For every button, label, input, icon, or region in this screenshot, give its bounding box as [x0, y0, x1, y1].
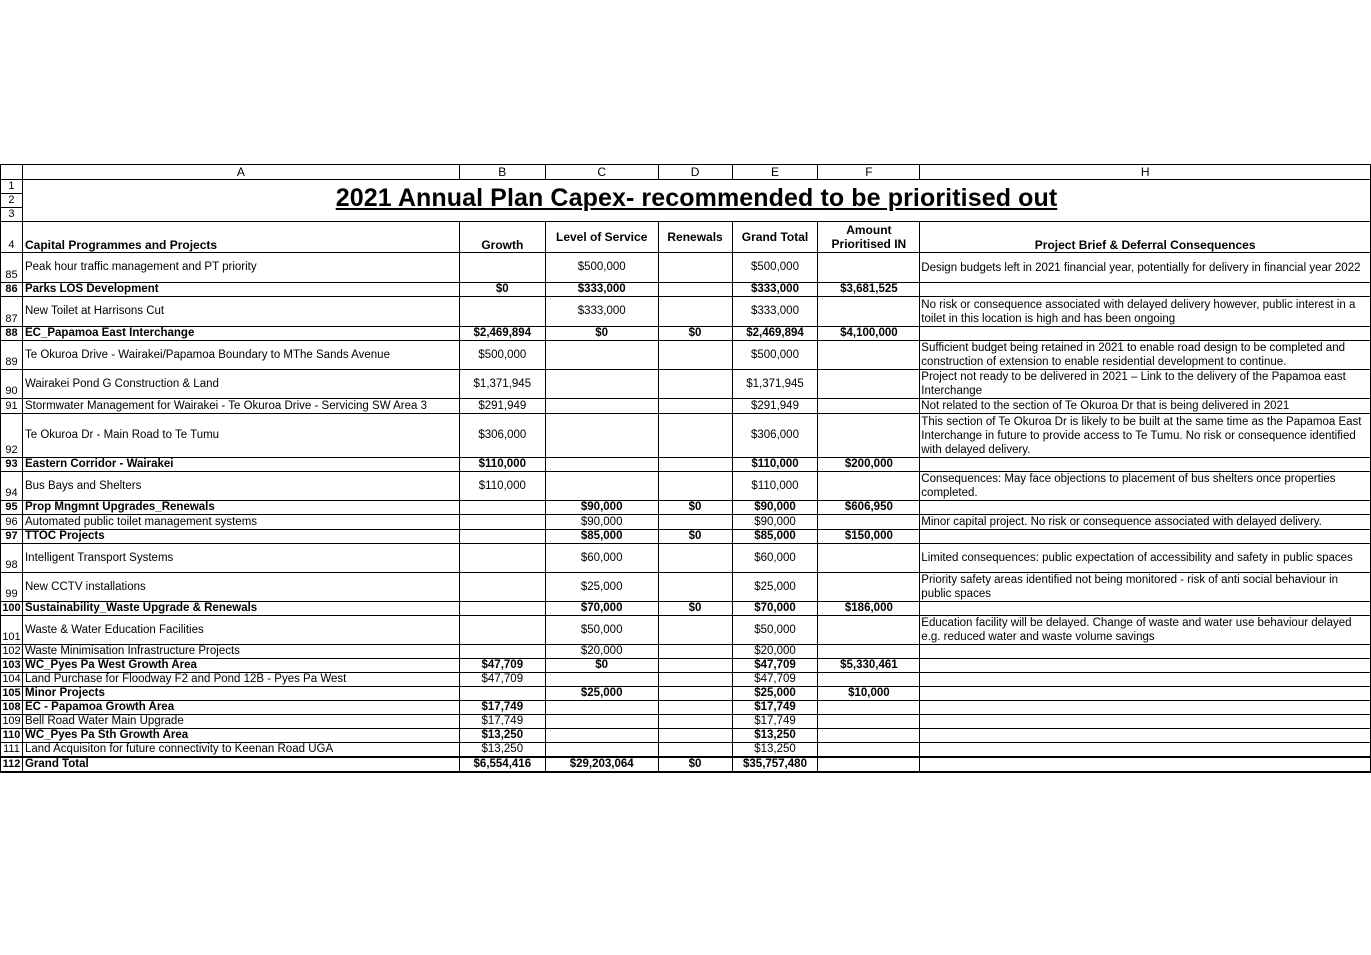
row-number[interactable]: 112 — [1, 757, 23, 772]
grand-total-cell[interactable]: $60,000 — [732, 544, 818, 573]
renewals-cell[interactable] — [658, 645, 732, 659]
row-number[interactable]: 97 — [1, 530, 23, 544]
table-row — [1, 659, 1371, 673]
project-name-cell[interactable]: New Toilet at Harrisons Cut — [22, 297, 459, 327]
renewals-cell[interactable]: $0 — [658, 530, 732, 544]
header-level-of-service[interactable]: Level of Service — [545, 222, 658, 253]
table-row — [1, 673, 1371, 687]
grand-total-cell[interactable]: $333,000 — [732, 283, 818, 297]
amount-prioritised-in-cell[interactable] — [818, 701, 920, 715]
renewals-cell[interactable]: $0 — [658, 757, 732, 772]
amount-prioritised-in-cell[interactable]: $150,000 — [818, 530, 920, 544]
row-number[interactable]: 105 — [2, 687, 21, 699]
growth-cell[interactable] — [459, 602, 545, 616]
renewals-cell[interactable] — [658, 414, 732, 458]
growth-cell[interactable]: $13,250 — [459, 743, 545, 758]
renewals-cell[interactable] — [658, 472, 732, 501]
table-row — [1, 743, 1371, 758]
renewals-cell[interactable] — [658, 573, 732, 602]
row-number[interactable]: 3 — [1, 208, 23, 222]
growth-cell[interactable] — [459, 297, 545, 327]
table-row — [1, 645, 1371, 659]
column-header-row — [1, 165, 1371, 180]
level-of-service-cell[interactable] — [545, 414, 658, 458]
table-row — [1, 616, 1371, 645]
table-row — [1, 283, 1371, 297]
growth-cell[interactable]: $306,000 — [459, 414, 545, 458]
title-row — [1, 180, 1371, 194]
grand-total-cell[interactable]: $47,709 — [732, 659, 818, 673]
level-of-service-cell[interactable] — [545, 729, 658, 743]
amount-prioritised-in-cell[interactable] — [818, 515, 920, 530]
header-growth[interactable]: Growth — [459, 222, 545, 253]
renewals-cell[interactable] — [658, 297, 732, 327]
growth-cell[interactable]: $47,709 — [459, 673, 545, 687]
column-header-f[interactable]: F — [818, 165, 920, 180]
growth-cell[interactable]: $110,000 — [459, 458, 545, 472]
amount-prioritised-in-cell[interactable] — [818, 253, 920, 283]
grand-total-cell[interactable]: $70,000 — [732, 602, 818, 616]
amount-prioritised-in-cell[interactable] — [818, 544, 920, 573]
amount-prioritised-in-cell[interactable]: $3,681,525 — [818, 283, 920, 297]
project-brief-cell[interactable]: Not related to the section of Te Okuroa Dr that is being delivered in 2021 — [920, 399, 1371, 414]
project-brief-cell[interactable]: Limited consequences: public expectation of accessibility and safety in public spaces — [920, 544, 1371, 573]
table-row — [1, 341, 1371, 370]
project-name-cell[interactable]: Bus Bays and Shelters — [22, 472, 459, 501]
grand-total-cell[interactable]: $50,000 — [732, 616, 818, 645]
grand-total-row — [1, 757, 1371, 772]
amount-prioritised-in-cell[interactable]: $10,000 — [818, 687, 920, 701]
project-brief-cell[interactable] — [920, 673, 1371, 687]
corner-cell[interactable] — [1, 165, 23, 180]
grand-total-cell[interactable]: $25,000 — [732, 687, 818, 701]
amount-prioritised-in-cell[interactable]: $186,000 — [818, 602, 920, 616]
renewals-cell[interactable] — [658, 458, 732, 472]
level-of-service-cell[interactable] — [545, 458, 658, 472]
table-row — [1, 573, 1371, 602]
growth-cell[interactable] — [459, 253, 545, 283]
grand-total-cell[interactable]: $17,749 — [732, 701, 818, 715]
project-brief-cell[interactable] — [920, 530, 1371, 544]
project-name-cell[interactable]: Intelligent Transport Systems — [22, 544, 459, 573]
row-number[interactable]: 104 — [2, 673, 21, 685]
project-brief-cell[interactable]: This section of Te Okuroa Dr is likely to be built at the same time as the Papamoa East Interchange in future to provide access to Te Tumu. No risk or consequence identified with delayed delivery. — [920, 414, 1371, 458]
project-name-cell[interactable]: Stormwater Management for Wairakei - Te Okuroa Drive - Servicing SW Area 3 — [22, 399, 459, 414]
project-name-cell[interactable]: EC_Papamoa East Interchange — [22, 327, 459, 341]
project-brief-cell[interactable] — [920, 645, 1371, 659]
header-grand-total[interactable]: Grand Total — [732, 222, 818, 253]
grand-total-cell[interactable]: $110,000 — [732, 472, 818, 501]
amount-prioritised-in-cell[interactable] — [818, 743, 920, 758]
level-of-service-cell[interactable]: $333,000 — [545, 297, 658, 327]
renewals-cell[interactable] — [658, 515, 732, 530]
growth-cell[interactable]: $17,749 — [459, 715, 545, 729]
amount-prioritised-in-cell[interactable] — [818, 673, 920, 687]
table-row — [1, 458, 1371, 472]
level-of-service-cell[interactable]: $29,203,064 — [545, 757, 658, 772]
level-of-service-cell[interactable] — [545, 743, 658, 758]
level-of-service-cell[interactable]: $0 — [545, 659, 658, 673]
grand-total-cell[interactable]: $110,000 — [732, 458, 818, 472]
table-row — [1, 399, 1371, 414]
project-name-cell[interactable]: Wairakei Pond G Construction & Land — [22, 370, 459, 399]
column-header-c[interactable]: C — [545, 165, 658, 180]
grand-total-cell[interactable]: $25,000 — [732, 573, 818, 602]
header-project[interactable]: Capital Programmes and Projects — [22, 222, 459, 253]
row-number[interactable]: 86 — [1, 283, 23, 297]
level-of-service-cell[interactable]: $90,000 — [545, 515, 658, 530]
header-row — [1, 222, 1371, 253]
level-of-service-cell[interactable]: $60,000 — [545, 544, 658, 573]
table-row — [1, 729, 1371, 743]
row-number[interactable]: 102 — [2, 645, 21, 657]
project-brief-cell[interactable] — [920, 757, 1371, 772]
grand-total-cell[interactable]: $500,000 — [732, 253, 818, 283]
amount-prioritised-in-cell[interactable] — [818, 297, 920, 327]
growth-cell[interactable] — [459, 616, 545, 645]
project-name-cell[interactable]: Eastern Corridor - Wairakei — [22, 458, 459, 472]
amount-prioritised-in-cell[interactable] — [818, 399, 920, 414]
column-header-h[interactable]: H — [920, 165, 1371, 180]
level-of-service-cell[interactable]: $85,000 — [545, 530, 658, 544]
project-brief-cell[interactable] — [920, 602, 1371, 616]
renewals-cell[interactable] — [658, 659, 732, 673]
row-number[interactable]: 90 — [1, 370, 23, 399]
table-row — [1, 297, 1371, 327]
table-row — [1, 515, 1371, 530]
header-amount-prioritised-in[interactable]: Amount Prioritised IN — [818, 222, 920, 253]
renewals-cell[interactable] — [658, 283, 732, 297]
project-name-cell[interactable]: Grand Total — [22, 757, 459, 772]
row-number[interactable]: 95 — [1, 501, 23, 515]
grand-total-cell[interactable]: $306,000 — [732, 414, 818, 458]
growth-cell[interactable] — [459, 515, 545, 530]
growth-cell[interactable]: $0 — [459, 283, 545, 297]
table-row — [1, 530, 1371, 544]
row-number[interactable]: 103 — [2, 659, 21, 671]
project-name-cell[interactable]: Automated public toilet management systems — [22, 515, 459, 530]
growth-cell[interactable] — [459, 687, 545, 701]
amount-prioritised-in-cell[interactable] — [818, 472, 920, 501]
level-of-service-cell[interactable]: $25,000 — [545, 573, 658, 602]
capex-table — [0, 164, 1371, 773]
row-number[interactable]: 87 — [1, 297, 23, 327]
table-row — [1, 602, 1371, 616]
project-brief-cell[interactable]: Priority safety areas identified not being monitored - risk of anti social behaviour in public spaces — [920, 573, 1371, 602]
project-brief-cell[interactable] — [920, 743, 1371, 758]
project-brief-cell[interactable] — [920, 659, 1371, 673]
project-name-cell[interactable]: Sustainability_Waste Upgrade & Renewals — [22, 602, 459, 616]
growth-cell[interactable] — [459, 530, 545, 544]
level-of-service-cell[interactable]: $20,000 — [545, 645, 658, 659]
project-brief-cell[interactable]: Sufficient budget being retained in 2021 to enable road design to be completed and construction of extension to enable residential development to continue. — [920, 341, 1371, 370]
row-number[interactable]: 108 — [2, 701, 21, 713]
project-brief-cell[interactable] — [920, 458, 1371, 472]
project-brief-cell[interactable] — [920, 687, 1371, 701]
row-number[interactable]: 96 — [1, 515, 23, 530]
renewals-cell[interactable] — [658, 687, 732, 701]
project-brief-cell[interactable]: Consequences: May face objections to placement of bus shelters once properties completed. — [920, 472, 1371, 501]
level-of-service-cell[interactable]: $500,000 — [545, 253, 658, 283]
project-name-cell[interactable]: Minor Projects — [22, 687, 459, 701]
row-number[interactable]: 101 — [1, 616, 23, 645]
renewals-cell[interactable] — [658, 544, 732, 573]
table-row — [1, 715, 1371, 729]
level-of-service-cell[interactable] — [545, 673, 658, 687]
growth-cell[interactable]: $17,749 — [459, 701, 545, 715]
renewals-cell[interactable] — [658, 729, 732, 743]
level-of-service-cell[interactable] — [545, 472, 658, 501]
project-name-cell[interactable]: Land Acquisiton for future connectivity to Keenan Road UGA — [22, 743, 459, 758]
project-name-cell[interactable]: Waste Minimisation Infrastructure Projects — [22, 645, 459, 659]
row-number[interactable]: 2 — [1, 194, 23, 208]
project-brief-cell[interactable] — [920, 283, 1371, 297]
grand-total-cell[interactable]: $13,250 — [732, 729, 818, 743]
renewals-cell[interactable] — [658, 399, 732, 414]
renewals-cell[interactable] — [658, 616, 732, 645]
growth-cell[interactable] — [459, 501, 545, 515]
project-name-cell[interactable]: EC - Papamoa Growth Area — [22, 701, 459, 715]
growth-cell[interactable]: $13,250 — [459, 729, 545, 743]
row-number[interactable]: 109 — [2, 715, 21, 727]
table-row — [1, 544, 1371, 573]
level-of-service-cell[interactable] — [545, 399, 658, 414]
project-name-cell[interactable]: Parks LOS Development — [22, 283, 459, 297]
project-name-cell[interactable]: Peak hour traffic management and PT priority — [22, 253, 459, 283]
renewals-cell[interactable] — [658, 715, 732, 729]
renewals-cell[interactable] — [658, 743, 732, 758]
row-number[interactable]: 94 — [1, 472, 23, 501]
project-name-cell[interactable]: Prop Mngmnt Upgrades_Renewals — [22, 501, 459, 515]
column-header-a[interactable]: A — [22, 165, 459, 180]
project-name-cell[interactable]: Te Okuroa Drive - Wairakei/Papamoa Boundary to MThe Sands Avenue — [22, 341, 459, 370]
header-project-brief[interactable]: Project Brief & Deferral Consequences — [920, 222, 1371, 253]
header-renewals[interactable]: Renewals — [658, 222, 732, 253]
grand-total-cell[interactable]: $333,000 — [732, 297, 818, 327]
growth-cell[interactable]: $6,554,416 — [459, 757, 545, 772]
column-header-d[interactable]: D — [658, 165, 732, 180]
amount-prioritised-in-cell[interactable]: $200,000 — [818, 458, 920, 472]
column-header-e[interactable]: E — [732, 165, 818, 180]
row-number[interactable]: 98 — [1, 544, 23, 573]
project-name-cell[interactable]: Waste & Water Education Facilities — [22, 616, 459, 645]
grand-total-cell[interactable]: $500,000 — [732, 341, 818, 370]
table-row — [1, 501, 1371, 515]
level-of-service-cell[interactable]: $90,000 — [545, 501, 658, 515]
amount-prioritised-in-cell[interactable]: $5,330,461 — [818, 659, 920, 673]
growth-cell[interactable] — [459, 645, 545, 659]
project-name-cell[interactable]: Bell Road Water Main Upgrade — [22, 715, 459, 729]
amount-prioritised-in-cell[interactable]: $606,950 — [818, 501, 920, 515]
level-of-service-cell[interactable]: $70,000 — [545, 602, 658, 616]
amount-prioritised-in-cell[interactable] — [818, 616, 920, 645]
project-name-cell[interactable]: WC_Pyes Pa West Growth Area — [22, 659, 459, 673]
renewals-cell[interactable]: $0 — [658, 602, 732, 616]
row-number[interactable]: 110 — [1, 729, 23, 743]
growth-cell[interactable]: $2,469,894 — [459, 327, 545, 341]
project-brief-cell[interactable]: No risk or consequence associated with delayed delivery however, public interest in a toilet in this location is high and has been ongoing — [920, 297, 1371, 327]
growth-cell[interactable]: $291,949 — [459, 399, 545, 414]
renewals-cell[interactable] — [658, 370, 732, 399]
table-row — [1, 370, 1371, 399]
amount-prioritised-in-cell[interactable] — [818, 645, 920, 659]
project-brief-cell[interactable] — [920, 701, 1371, 715]
level-of-service-cell[interactable] — [545, 341, 658, 370]
renewals-cell[interactable] — [658, 701, 732, 715]
growth-cell[interactable]: $47,709 — [459, 659, 545, 673]
sheet-title-cell[interactable] — [22, 180, 1370, 222]
level-of-service-cell[interactable] — [545, 370, 658, 399]
row-number[interactable]: 91 — [1, 399, 23, 414]
amount-prioritised-in-cell[interactable] — [818, 341, 920, 370]
table-row — [1, 414, 1371, 458]
level-of-service-cell[interactable]: $0 — [545, 327, 658, 341]
amount-prioritised-in-cell[interactable] — [818, 414, 920, 458]
renewals-cell[interactable]: $0 — [658, 327, 732, 341]
level-of-service-cell[interactable]: $25,000 — [545, 687, 658, 701]
project-brief-cell[interactable] — [920, 501, 1371, 515]
column-header-b[interactable]: B — [459, 165, 545, 180]
amount-prioritised-in-cell[interactable]: $4,100,000 — [818, 327, 920, 341]
renewals-cell[interactable] — [658, 253, 732, 283]
amount-prioritised-in-cell[interactable] — [818, 715, 920, 729]
level-of-service-cell[interactable] — [545, 701, 658, 715]
level-of-service-cell[interactable] — [545, 715, 658, 729]
project-brief-cell[interactable]: Design budgets left in 2021 financial year, potentially for delivery in financial year 2022 — [920, 253, 1371, 283]
growth-cell[interactable] — [459, 573, 545, 602]
renewals-cell[interactable] — [658, 341, 732, 370]
amount-prioritised-in-cell[interactable] — [818, 573, 920, 602]
growth-cell[interactable] — [459, 544, 545, 573]
row-number[interactable]: 100 — [2, 602, 21, 614]
project-brief-cell[interactable]: Education facility will be delayed. Change of waste and water use behaviour delayed e.g. reduced water and waste volume savings — [920, 616, 1371, 645]
grand-total-cell[interactable]: $90,000 — [732, 515, 818, 530]
table-row — [1, 701, 1371, 715]
project-brief-cell[interactable] — [920, 715, 1371, 729]
table-row — [1, 687, 1371, 701]
amount-prioritised-in-cell[interactable] — [818, 729, 920, 743]
project-brief-cell[interactable] — [920, 729, 1371, 743]
sheet-title: 2021 Annual Plan Capex- recommended to be prioritised out — [335, 183, 1058, 212]
grand-total-cell[interactable]: $17,749 — [732, 715, 818, 729]
table-row — [1, 327, 1371, 341]
row-number[interactable]: 1 — [1, 180, 23, 194]
row-number[interactable]: 4 — [1, 222, 23, 253]
growth-cell[interactable]: $500,000 — [459, 341, 545, 370]
spreadsheet — [0, 164, 1371, 773]
row-number[interactable]: 111 — [1, 743, 23, 758]
row-number[interactable]: 85 — [1, 253, 23, 283]
project-name-cell[interactable]: TTOC Projects — [22, 530, 459, 544]
row-number[interactable]: 99 — [1, 573, 23, 602]
row-number[interactable]: 88 — [1, 327, 23, 341]
grand-total-cell[interactable]: $35,757,480 — [732, 757, 818, 772]
grand-total-cell[interactable]: $13,250 — [732, 743, 818, 758]
grand-total-cell[interactable]: $20,000 — [732, 645, 818, 659]
row-number[interactable]: 93 — [1, 458, 23, 472]
renewals-cell[interactable] — [658, 673, 732, 687]
amount-prioritised-in-cell[interactable] — [818, 757, 920, 772]
project-brief-cell[interactable]: Project not ready to be delivered in 2021 – Link to the delivery of the Papamoa east Interchange — [920, 370, 1371, 399]
project-name-cell[interactable]: New CCTV installations — [22, 573, 459, 602]
level-of-service-cell[interactable]: $333,000 — [545, 283, 658, 297]
row-number[interactable]: 89 — [1, 341, 23, 370]
grand-total-cell[interactable]: $47,709 — [732, 673, 818, 687]
grand-total-cell[interactable]: $85,000 — [732, 530, 818, 544]
growth-cell[interactable]: $110,000 — [459, 472, 545, 501]
project-name-cell[interactable]: Land Purchase for Floodway F2 and Pond 12B - Pyes Pa West — [22, 673, 459, 687]
table-row — [1, 472, 1371, 501]
grand-total-cell[interactable]: $291,949 — [732, 399, 818, 414]
level-of-service-cell[interactable]: $50,000 — [545, 616, 658, 645]
project-brief-cell[interactable]: Minor capital project. No risk or consequence associated with delayed delivery. — [920, 515, 1371, 530]
grand-total-cell[interactable]: $90,000 — [732, 501, 818, 515]
renewals-cell[interactable]: $0 — [658, 501, 732, 515]
grand-total-cell[interactable]: $1,371,945 — [732, 370, 818, 399]
growth-cell[interactable]: $1,371,945 — [459, 370, 545, 399]
table-row — [1, 253, 1371, 283]
grand-total-cell[interactable]: $2,469,894 — [732, 327, 818, 341]
row-number[interactable]: 92 — [1, 414, 23, 458]
project-name-cell[interactable]: WC_Pyes Pa Sth Growth Area — [22, 729, 459, 743]
amount-prioritised-in-cell[interactable] — [818, 370, 920, 399]
project-name-cell[interactable]: Te Okuroa Dr - Main Road to Te Tumu — [22, 414, 459, 458]
project-brief-cell[interactable] — [920, 327, 1371, 341]
